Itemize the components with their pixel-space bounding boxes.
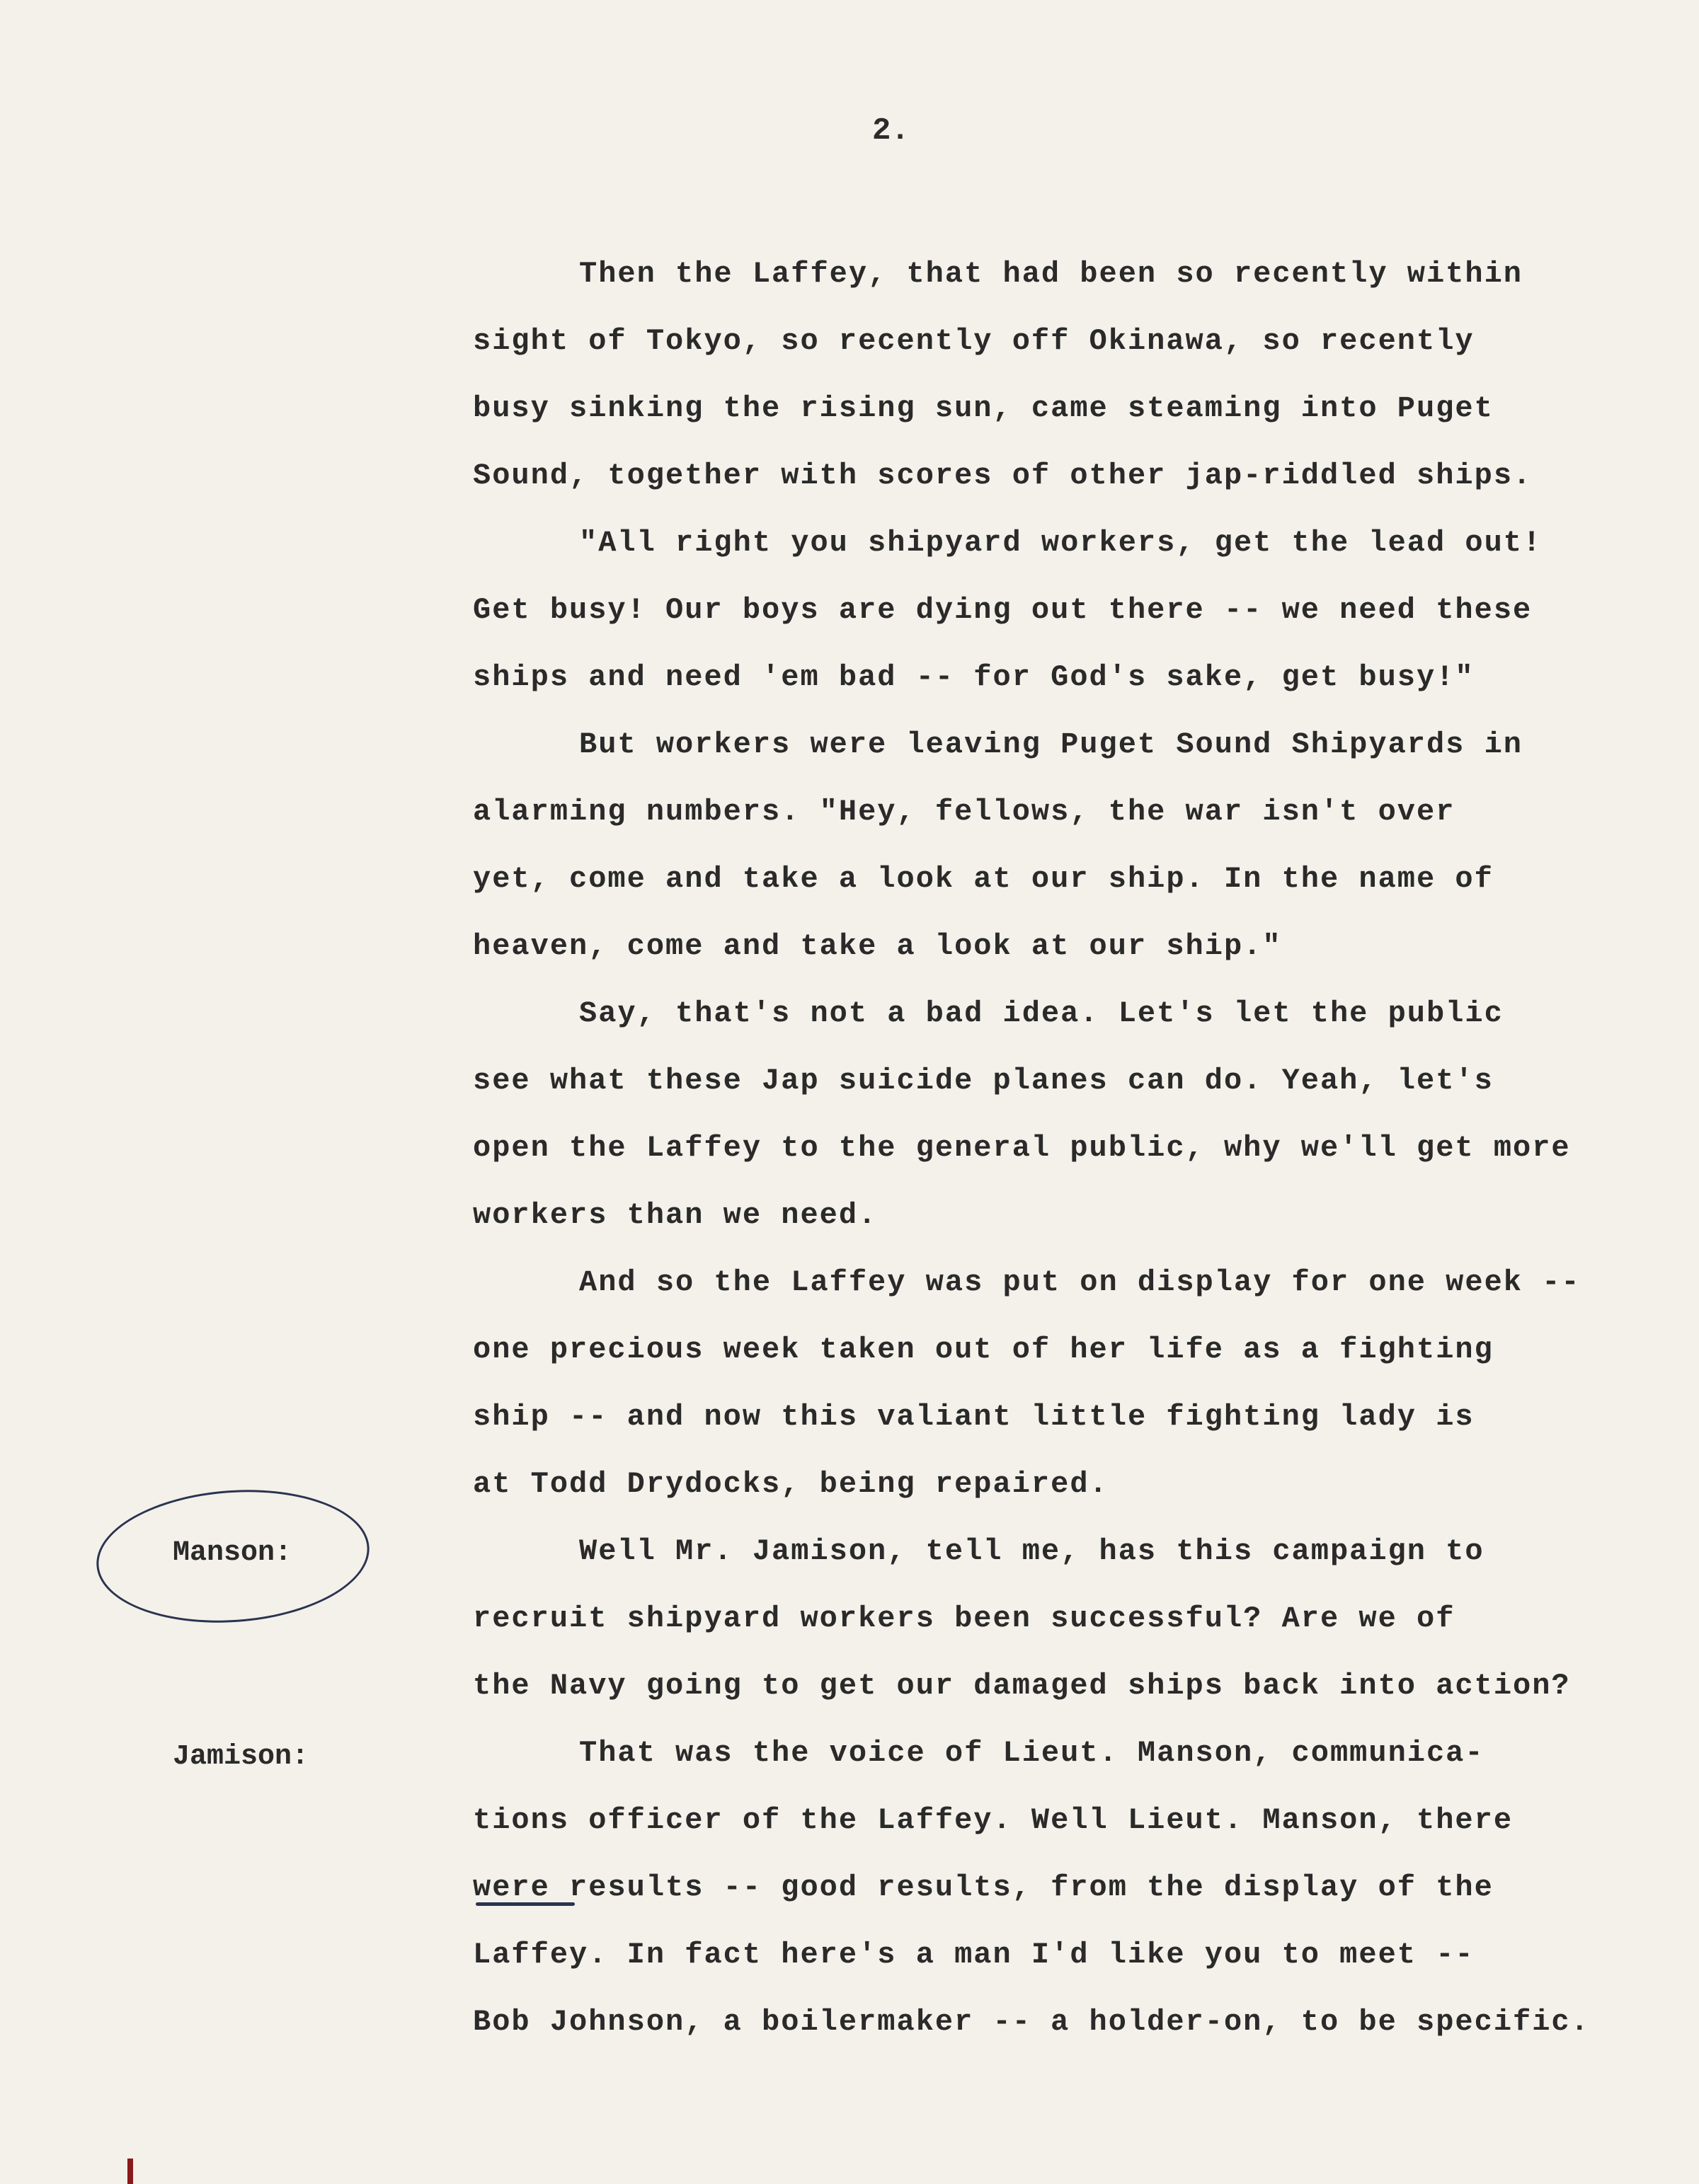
page-number: 2.	[872, 113, 910, 149]
text-line: That was the voice of Lieut. Manson, communica-	[579, 1736, 1485, 1770]
text-line: yet, come and take a look at our ship. In the name of	[473, 862, 1494, 896]
text-line: busy sinking the rising sun, came steaming into Puget	[473, 391, 1494, 425]
text-line: were results -- good results, from the display of the	[473, 1870, 1494, 1904]
speaker-label-manson: Manson:	[173, 1537, 292, 1569]
typed-body-text	[473, 241, 1648, 2056]
text-line: workers than we need.	[473, 1198, 878, 1232]
text-line: But workers were leaving Puget Sound Shipyards in	[579, 728, 1523, 761]
text-line: Get busy! Our boys are dying out there -- we need these	[473, 593, 1533, 627]
text-line: Well Mr. Jamison, tell me, has this campaign to	[579, 1534, 1485, 1568]
text-line: sight of Tokyo, so recently off Okinawa, so recently	[473, 324, 1475, 358]
text-line: alarming numbers. "Hey, fellows, the war isn't over	[473, 795, 1455, 829]
speaker-label-jamison: Jamison:	[173, 1741, 309, 1773]
text-line: ship -- and now this valiant little fighting lady is	[473, 1400, 1475, 1434]
text-line: one precious week taken out of her life as a fighting	[473, 1333, 1494, 1367]
text-line: And so the Laffey was put on display for one week --	[579, 1265, 1581, 1299]
text-line: the Navy going to get our damaged ships back into action?	[473, 1669, 1571, 1703]
text-line: see what these Jap suicide planes can do. Yeah, let's	[473, 1064, 1494, 1098]
text-line: ships and need 'em bad -- for God's sake, get busy!"	[473, 660, 1475, 694]
text-line: tions officer of the Laffey. Well Lieut. Manson, there	[473, 1803, 1514, 1837]
text-line: Laffey. In fact here's a man I'd like you to meet --	[473, 1938, 1475, 1972]
text-line: "All right you shipyard workers, get the lead out!	[579, 526, 1543, 560]
text-line: heaven, come and take a look at our ship."	[473, 929, 1282, 963]
text-line: Then the Laffey, that had been so recently within	[579, 257, 1523, 291]
text-line: Say, that's not a bad idea. Let's let the public	[579, 996, 1504, 1030]
text-line: recruit shipyard workers been successful? Are we of	[473, 1602, 1455, 1636]
text-line: at Todd Drydocks, being repaired.	[473, 1467, 1109, 1501]
red-edge-mark	[127, 2159, 133, 2184]
text-line: Bob Johnson, a boilermaker -- a holder-on, to be specific.	[473, 2005, 1590, 2039]
text-line: open the Laffey to the general public, why we'll get more	[473, 1131, 1571, 1165]
text-line: Sound, together with scores of other jap-riddled ships.	[473, 459, 1533, 493]
